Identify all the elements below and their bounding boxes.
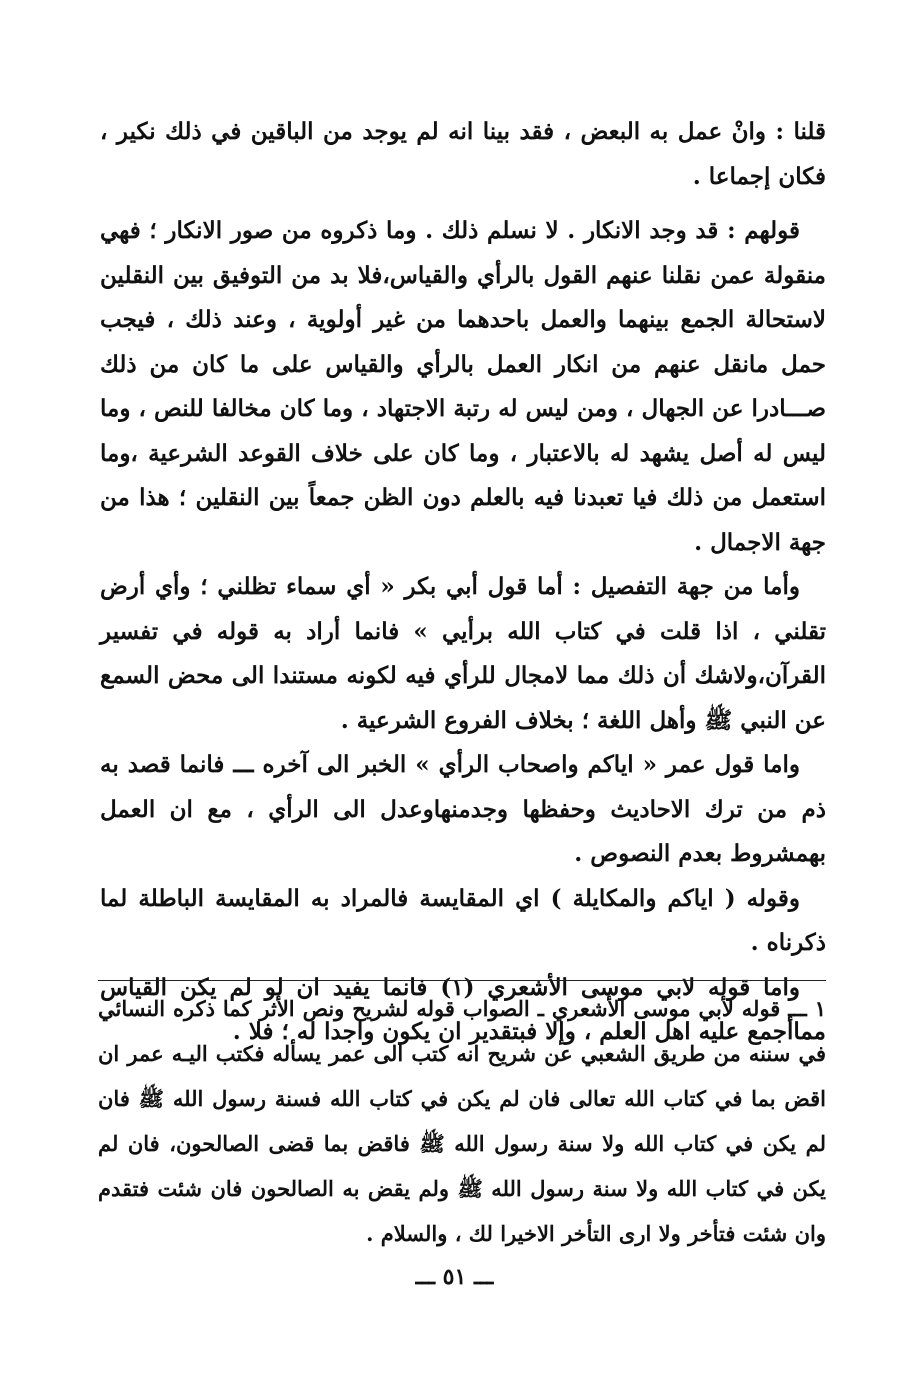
paragraph-inkar: قولهم : قد وجد الانكار . لا نسلم ذلك . وما ذكروه من صور الانكار ؛ فهي منقولة عمن نقلنا عنهم القول بالرأي والقياس،فلا بد من التوفيق بين النقلين لاستحالة الجمع بينهما والعمل باحدهما من غير أولوية ، وعند ذلك ، فيجب حمل مانقل عنهم من انكار العمل بالرأي والقياس على ما كان من ذلك صـــادرا عن الجهال ، ومن ليس له رتبة الاجتهاد ، وما كان مخالفا للنص ، وما ليس له أصل يشهد له بالاعتبار ، وما كان على خلاف القوعد الشرعية ،وما استعمل من ذلك فيا تعبدنا فيه بالعلم دون الظن جمعاً بين النقلين ؛ هذا من جهة الاجمال .	[100, 217, 826, 556]
paragraph-umar: واما قول عمر « اياكم واصحاب الرأي » الخبر الى آخره ـــ فانما قصد به ذم من ترك الاحاديث وحفظها وجدمنهاوعدل الى الرأي ، مع ان العمل بهمشروط بعدم النصوص .	[100, 751, 826, 867]
page-number: ـــ ٥١ ـــ	[415, 1264, 494, 1290]
footnote-divider	[98, 980, 826, 981]
main-text-block	[100, 110, 826, 1055]
paragraph-abu-musa: واما قوله لابي موسى الأشعري (١) فانما يفيد ان لو لم يكن القياس مماأجمع عليه اهل العلم ، وإلا فبتقدير ان يكون واجدا له ؛ فلا .	[100, 973, 826, 1045]
paragraph-tafsil-abu-bakr: وأما من جهة التفصيل : أما قول أبي بكر « أي سماء تظلني ؛ وأي أرض تقلني ، اذا قلت في كتاب الله برأيي » فانما أراد به قوله في تفسير القرآن،ولاشك أن ذلك مما لامجال للرأي فيه لكونه مستندا الى محض السمع عن النبي ﷺ وأهل اللغة ؛ بخلاف الفروع الشرعية .	[100, 573, 826, 734]
footnote-block	[98, 986, 826, 1256]
paragraph-mukayala: وقوله ( اياكم والمكايلة ) اي المقايسة فالمراد به المقايسة الباطلة لما ذكرناه .	[100, 884, 826, 956]
paragraph-ijma: قلنا : وانْ عمل به البعض ، فقد بينا انه لم يوجد من الباقين في ذلك نكير ، فكان إجماعا .	[100, 118, 826, 190]
footnote-text: ١ ـــ قوله لأبي موسى الأشعري ـ الصواب قوله لشريح ونص الأثر كما ذكره النسائي في سننه من طريق الشعبي عن شريح انه كتب الى عمر يسأله فكتب اليـه عمر ان اقض بما في كتاب الله تعالى فان لم يكن في كتاب الله فسنة رسول الله ﷺ فان لم يكن في كتاب الله ولا سنة رسول الله ﷺ فاقض بما قضى الصالحون، فان لم يكن في كتاب الله ولا سنة رسول الله ﷺ ولم يقض به الصالحون فان شئت فتقدم وان شئت فتأخر ولا ارى التأخر الاخيرا لك ، والسلام .	[98, 996, 826, 1246]
